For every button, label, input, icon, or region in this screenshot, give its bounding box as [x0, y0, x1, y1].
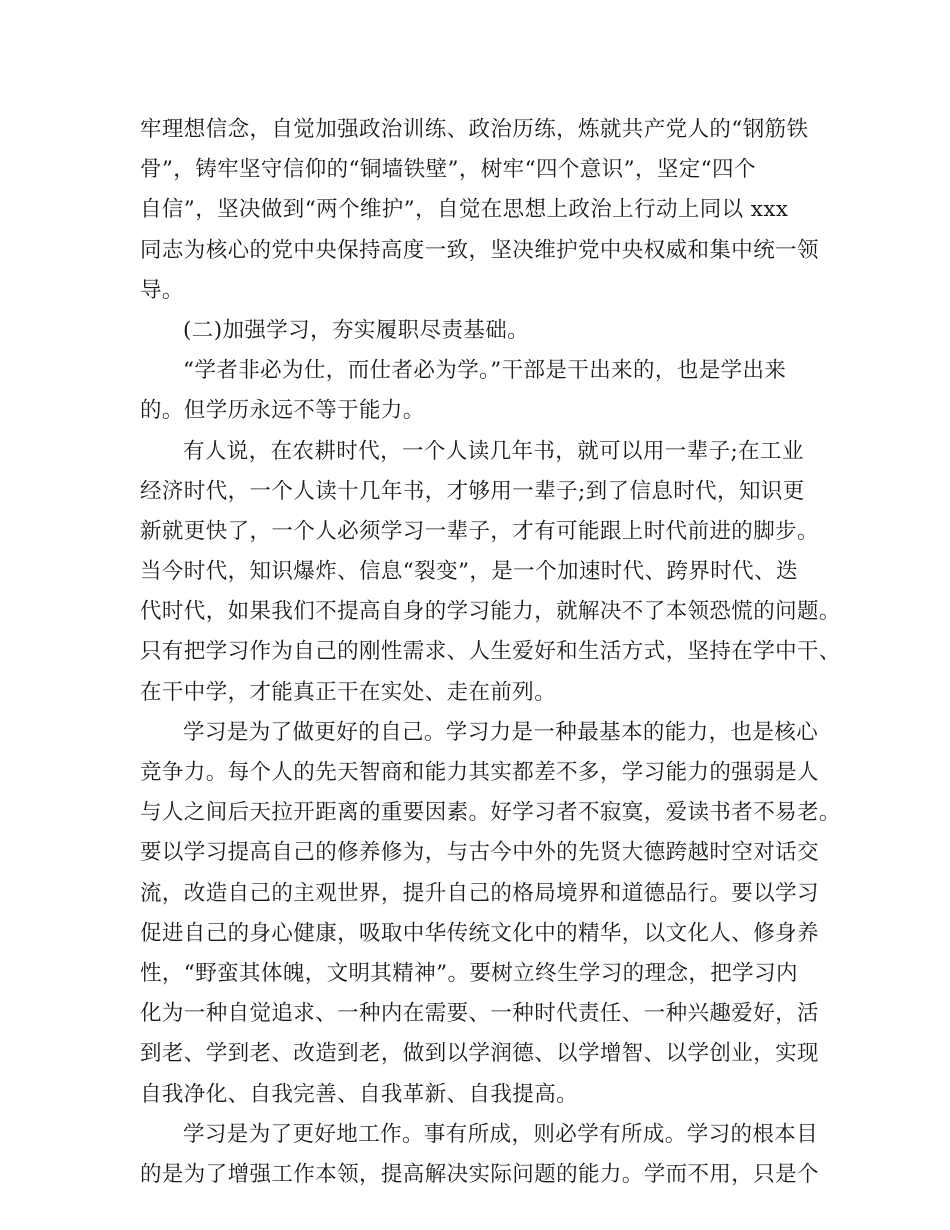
text-line: 代时代，如果我们不提高自身的学习能力，就解决不了本领恐慌的问题。 — [140, 599, 841, 625]
document-body — [140, 110, 841, 1195]
text-line: 的。但学历永远不等于能力。 — [140, 398, 425, 424]
text-line: 流，改造自己的主观世界，提升自己的格局境界和道德品行。要以学习 — [140, 880, 819, 906]
text-line: 在干中学，才能真正干在实处、走在前列。 — [140, 679, 557, 705]
text-line: 促进自己的身心健康，吸取中华传统文化中的精华，以文化人、修身养 — [140, 920, 819, 946]
text-line: 只有把学习作为自己的刚性需求、人生爱好和生活方式，坚持在学中干、 — [140, 639, 841, 665]
text-line: 化为一种自觉追求、一种内在需要、一种时代责任、一种兴趣爱好，活 — [140, 1001, 819, 1027]
text-line: 有人说，在农耕时代，一个人读几年书，就可以用一辈子;在工业 — [183, 438, 804, 464]
text-line: 的是为了增强工作本领，提高解决实际问题的能力。学而不用，只是个 — [140, 1161, 819, 1187]
text-line: 自我净化、自我完善、自我革新、自我提高。 — [140, 1081, 579, 1107]
text-line: 导。 — [140, 277, 184, 303]
text-line: 新就更快了，一个人必须学习一辈子，才有可能跟上时代前进的脚步。 — [140, 518, 819, 544]
section-heading: (二)加强学习，夯实履职尽责基础。 — [183, 317, 530, 343]
text-line: 竞争力。每个人的先天智商和能力其实都差不多，学习能力的强弱是人 — [140, 760, 819, 785]
text-line: 学习是为了做更好的自己。学习力是一种最基本的能力，也是核心 — [183, 719, 819, 745]
text-line: 同志为核心的党中央保持高度一致，坚决维护党中央权威和集中统一领 — [140, 237, 819, 263]
text-line: 经济时代，一个人读十几年书，才够用一辈子;到了信息时代，知识更 — [140, 478, 805, 504]
text-line: 与人之间后天拉开距离的重要因素。好学习者不寂寞，爱读书者不易老。 — [140, 800, 841, 826]
text-line: 当今时代，知识爆炸、信息“裂变”，是一个加速时代、跨界时代、迭 — [140, 559, 798, 585]
text-line: 自信”，坚决做到“两个维护”，自觉在思想上政治上行动上同以 xxx — [140, 197, 789, 223]
text-line: “学者非必为仕，而仕者必为学。”干部是干出来的，也是学出来 — [183, 358, 787, 384]
text-line: 骨”，铸牢坚守信仰的“铜墙铁壁”，树牢“四个意识”，坚定“四个 — [140, 157, 756, 183]
text-line: 到老、学到老、改造到老，做到以学润德、以学增智、以学创业，实现 — [140, 1041, 819, 1067]
text-line: 牢理想信念，自觉加强政治训练、政治历练，炼就共产党人的“钢筋铁 — [140, 117, 809, 142]
text-line: 性，“野蛮其体魄，文明其精神”。要树立终生学习的理念，把学习内 — [140, 960, 798, 986]
text-line: 要以学习提高自己的修养修为，与古今中外的先贤大德跨越时空对话交 — [140, 840, 819, 866]
text-line: 学习是为了更好地工作。事有所成，则必学有所成。学习的根本目 — [183, 1121, 819, 1147]
